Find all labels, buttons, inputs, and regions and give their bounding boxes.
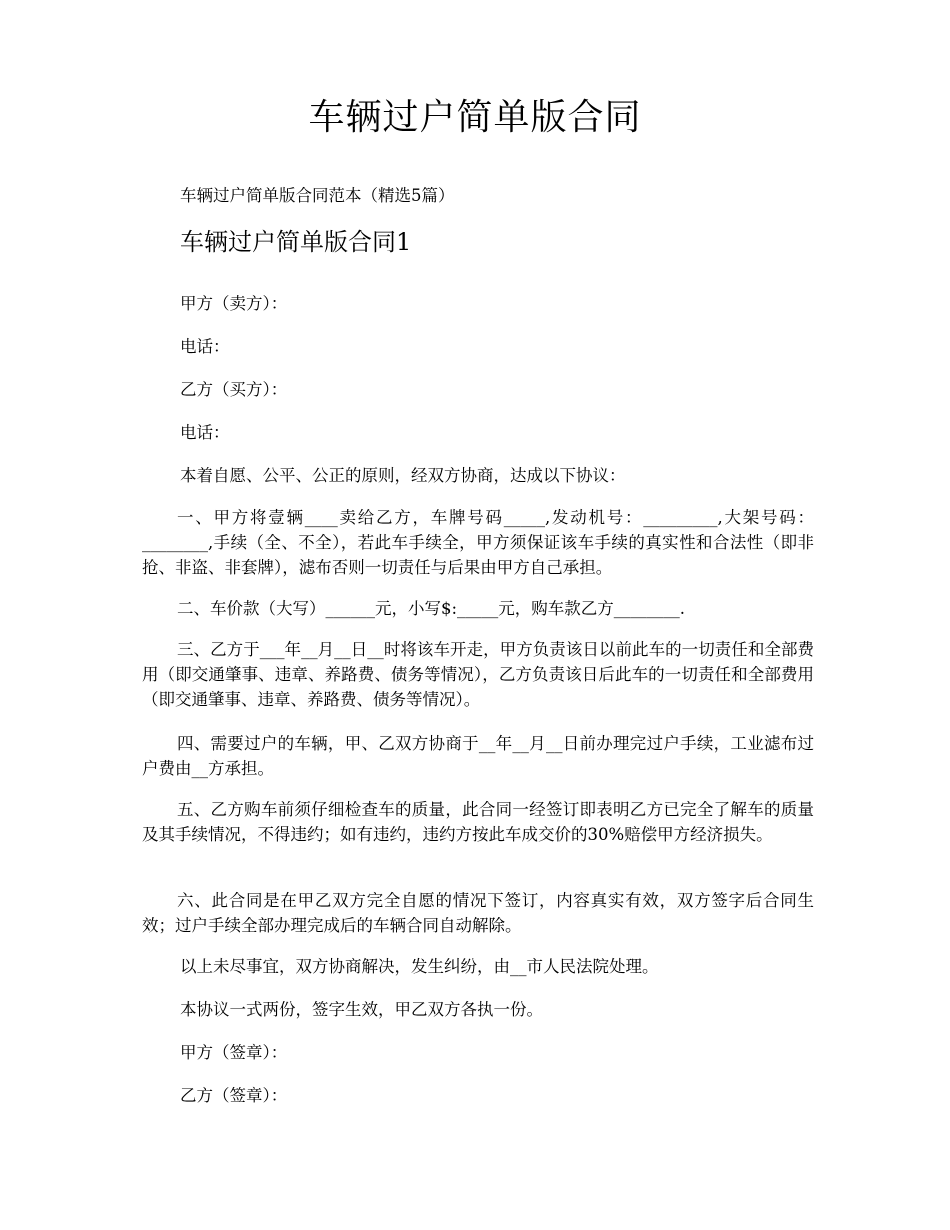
party-a-label: 甲方（卖方）：	[180, 294, 288, 313]
signature-b-label: 乙方（签章）：	[180, 1086, 288, 1105]
clause-3: 三、乙方于___年__月__日__时将该车开走，甲方负责该日以前此车的一切责任和全部费用（即交通肇事、违章、养路费、债务等情况），乙方负责该日后此车的一切责任和全部费用（即交通肇事、违章、养路费、债务等情况）。	[142, 640, 814, 709]
document-title: 车辆过户简单版合同	[308, 97, 642, 138]
clause-1: 一、甲方将壹辆____卖给乙方，车牌号码_____,发动机号：_________,大架号码：________,手续（全、不全），若此车手续全，甲方须保证该车手续的真实性和合法性（即非抢、非盗、非套牌），滤布否则一切责任与后果由甲方自己承担。	[142, 508, 814, 577]
clause-4: 四、需要过户的车辆，甲、乙双方协商于__年__月__日前办理完过户手续，工业滤布过户费由__方承担。	[142, 734, 814, 778]
copies-text: 本协议一式两份，签字生效，甲乙双方各执一份。	[180, 1000, 543, 1019]
phone-b-label: 电话：	[180, 423, 230, 442]
preamble-text: 本着自愿、公平、公正的原则，经双方协商，达成以下协议：	[180, 466, 626, 485]
clause-2: 二、车价款（大写）______元，小写$:_____元，购车款乙方________.	[177, 599, 686, 618]
clause-6: 六、此合同是在甲乙双方完全自愿的情况下签订，内容真实有效，双方签字后合同生效；过户手续全部办理完成后的车辆合同自动解除。	[142, 891, 814, 935]
signature-a-label: 甲方（签章）：	[180, 1043, 288, 1062]
party-b-label: 乙方（买方）：	[180, 380, 288, 399]
document-intro: 车辆过户简单版合同范本（精选5篇）	[180, 186, 455, 205]
clause-5: 五、乙方购车前须仔细检查车的质量，此合同一经签订即表明乙方已完全了解车的质量及其手续情况，不得违约；如有违约，违约方按此车成交价的30%赔偿甲方经济损失。	[142, 800, 814, 844]
dispute-text: 以上未尽事宜，双方协商解决，发生纠纷，由__市人民法院处理。	[180, 957, 659, 976]
phone-a-label: 电话：	[180, 337, 230, 356]
section-heading: 车辆过户简单版合同1	[180, 228, 412, 256]
